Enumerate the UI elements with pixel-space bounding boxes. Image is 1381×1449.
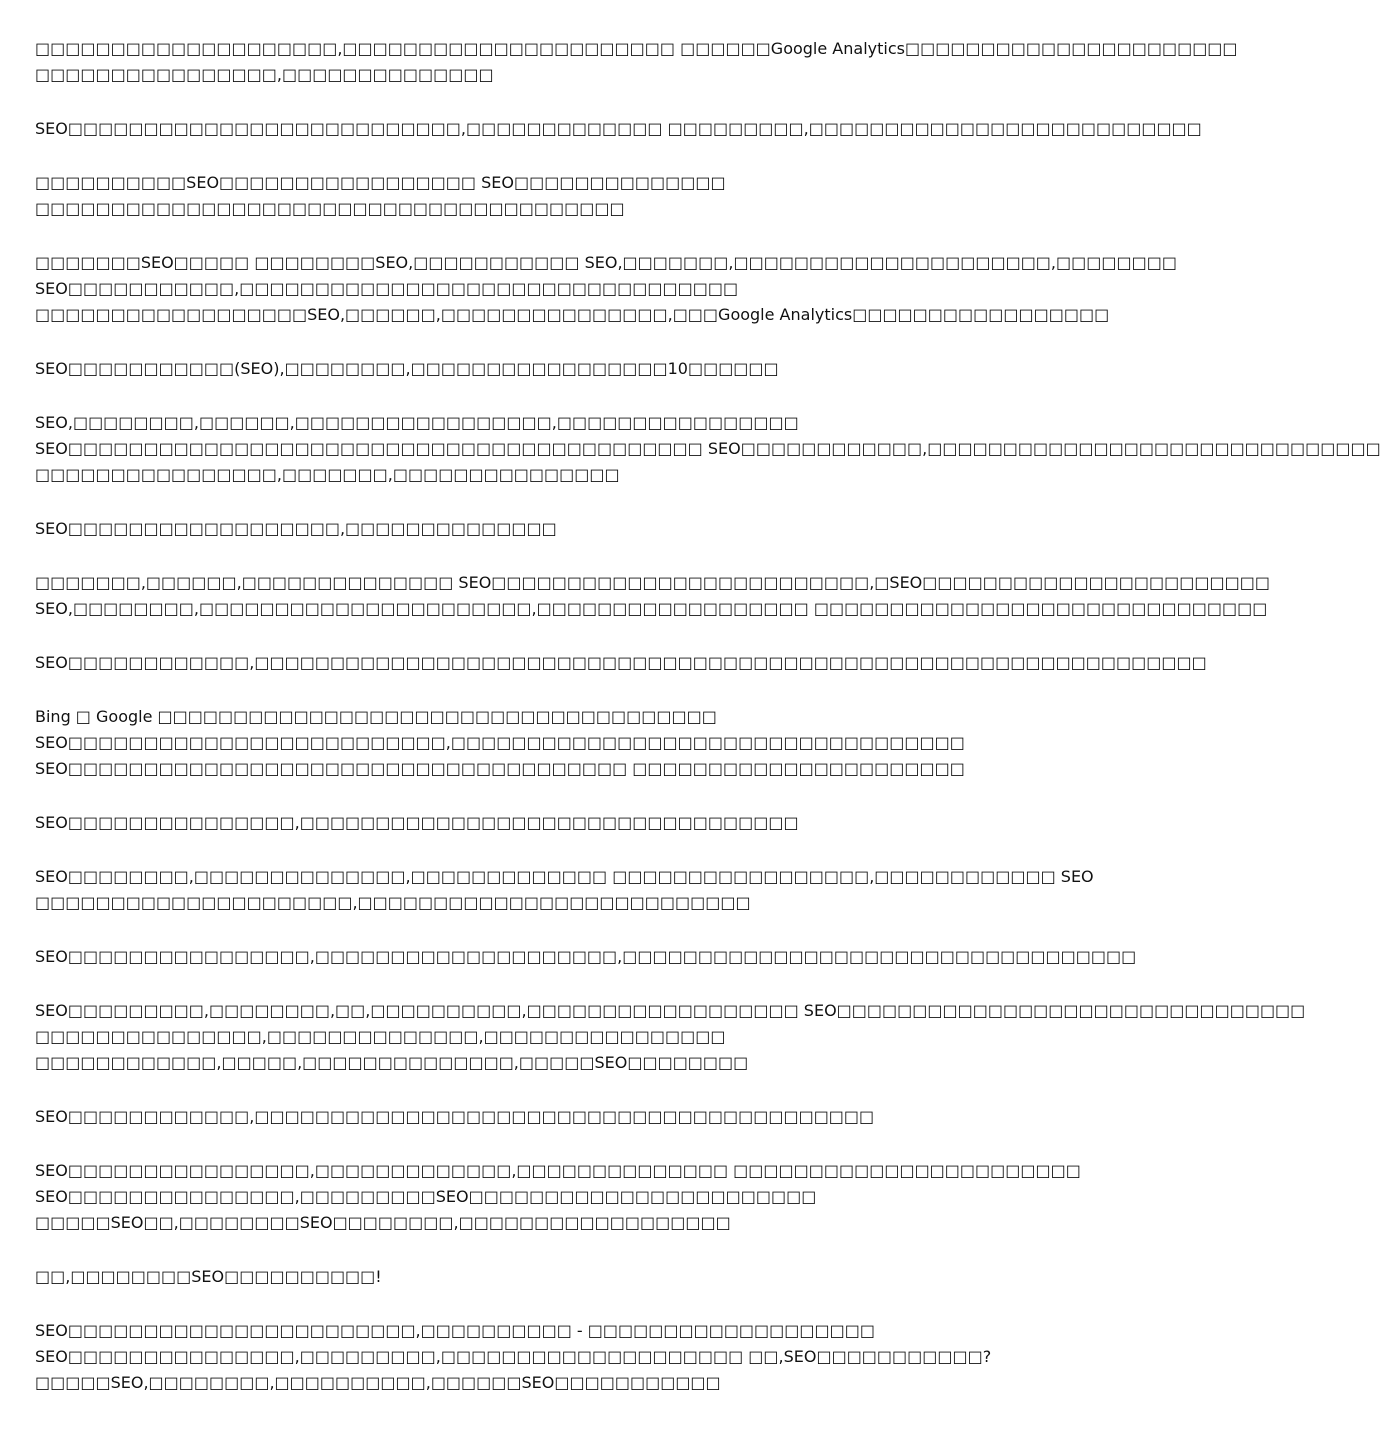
paragraph	[35, 998, 1306, 1076]
text-line: □□□□□□□□□□□□□□□□□□□□□□□□□□□□□□□□□□□□□□□	[35, 199, 625, 218]
text-line: Bing □ Google □□□□□□□□□□□□□□□□□□□□□□□□□□□□□□□□□□□□□	[35, 707, 717, 726]
paragraph	[35, 810, 984, 836]
text-line: SEO,□□□□□□□□,□□□□□□□□□□□□□□□□□□□□□□,□□□□□□□□□□□□□□□□□□ □□□□□□□□□□□□□□□□□□□□□□□□□□□□□□	[35, 599, 1268, 618]
text-line: □□□□□SEO,□□□□□□□□,□□□□□□□□□□,□□□□□□SEO□□□□□□□□□□□	[35, 1373, 721, 1392]
paragraph	[35, 1264, 984, 1290]
text-line: SEO□□□□□□□□□,□□□□□□□□,□□,□□□□□□□□□□,□□□□□□□□□□□□□□□□□□ SEO□□□□□□□□□□□□□□□□□□□□□□□□□□□□□□□	[35, 1001, 1306, 1020]
text-line: □□□□□□□□□□□□,□□□□□,□□□□□□□□□□□□□□,□□□□□SEO□□□□□□□□	[35, 1053, 749, 1072]
text-line: SEO□□□□□□□□□□□(SEO),□□□□□□□□,□□□□□□□□□□□□□□□□□10□□□□□□	[35, 359, 779, 378]
paragraph	[35, 570, 1270, 622]
text-line: □□□□□□□□□□SEO□□□□□□□□□□□□□□□□□ SEO□□□□□□□□□□□□□□	[35, 173, 726, 192]
text-line: SEO□□□□□□□□□□□□,□□□□□□□□□□□□□□□□□□□□□□□□□□□□□□□□□□□□□□□□□□□□□□□□□□□□□□□□□□□□□□□	[35, 653, 1207, 672]
text-line: □□□□□□□SEO□□□□□ □□□□□□□□SEO,□□□□□□□□□□□ SEO,□□□□□□□,□□□□□□□□□□□□□□□□□□□□□,□□□□□□□□	[35, 253, 1177, 272]
paragraph	[35, 944, 1137, 970]
text-line: □□□□□□□□□□□□□□□□□□□□,□□□□□□□□□□□□□□□□□□□□□□ □□□□□□Google Analytics□□□□□□□□□□□□□□□□□□□□□□	[35, 39, 1238, 58]
paragraph	[35, 410, 1381, 488]
paragraph	[35, 170, 984, 222]
text-line: SEO□□□□□□□□□□□□□□□□□□□□□□□□□□□□□□□□□□□□□ □□□□□□□□□□□□□□□□□□□□□□	[35, 759, 965, 778]
text-line: □□□□□SEO□□,□□□□□□□□SEO□□□□□□□□,□□□□□□□□□□□□□□□□□□	[35, 1213, 731, 1232]
text-line: SEO□□□□□□□□□□□□□□□□□□,□□□□□□□□□□□□□□	[35, 519, 557, 538]
paragraph	[35, 36, 1238, 88]
paragraph	[35, 250, 1177, 328]
text-line: □□□□□□□□□□□□□□□□□□SEO,□□□□□□,□□□□□□□□□□□□□□□,□□□Google Analytics□□□□□□□□□□□□□□□□□	[35, 305, 1110, 324]
text-line: □□□□□□□□□□□□□□□,□□□□□□□□□□□□□□,□□□□□□□□□□□□□□□□	[35, 1027, 726, 1046]
text-line: □□□□□□□□□□□□□□□□,□□□□□□□□□□□□□□	[35, 65, 494, 84]
text-line: □□□□□□□,□□□□□□,□□□□□□□□□□□□□□ SEO□□□□□□□□□□□□□□□□□□□□□□□□□,□SEO□□□□□□□□□□□□□□□□□□□□□□□	[35, 573, 1270, 592]
paragraph	[35, 356, 984, 382]
text-line: SEO□□□□□□□□□□□□□□□□□□□□□□□□□□□□□□□□□□□□□□□□□□ SEO□□□□□□□□□□□□,□□□□□□□□□□□□□□□□□□□□□□□□□□□□□□	[35, 439, 1381, 458]
text-line: SEO□□□□□□□□□□□□,□□□□□□□□□□□□□□□□□□□□□□□□□□□□□□□□□□□□□□□□□	[35, 1107, 875, 1126]
text-line: □□,□□□□□□□□SEO□□□□□□□□□□!	[35, 1267, 382, 1286]
text-line: SEO□□□□□□□□□□□□□□□□□□□□□□□□□□,□□□□□□□□□□□□□ □□□□□□□□□,□□□□□□□□□□□□□□□□□□□□□□□□□□	[35, 119, 1202, 138]
text-line: SEO□□□□□□□□□□□□□□□□□□□□□□□,□□□□□□□□□□ - □□□□□□□□□□□□□□□□□□□	[35, 1321, 875, 1340]
text-line: SEO□□□□□□□□,□□□□□□□□□□□□□□,□□□□□□□□□□□□□ □□□□□□□□□□□□□□□□□,□□□□□□□□□□□□ SEO	[35, 867, 1094, 886]
text-line: □□□□□□□□□□□□□□□□□□□□□,□□□□□□□□□□□□□□□□□□□□□□□□□□	[35, 893, 751, 912]
paragraph	[35, 704, 984, 782]
text-line: SEO□□□□□□□□□□□,□□□□□□□□□□□□□□□□□□□□□□□□□□□□□□□□□	[35, 279, 739, 298]
text-line: SEO□□□□□□□□□□□□□□□□□□□□□□□□□,□□□□□□□□□□□□□□□□□□□□□□□□□□□□□□□□□□	[35, 733, 965, 752]
paragraph	[35, 1104, 984, 1130]
paragraph	[35, 1318, 992, 1396]
text-line: SEO□□□□□□□□□□□□□□□□,□□□□□□□□□□□□□,□□□□□□□□□□□□□□ □□□□□□□□□□□□□□□□□□□□□□□	[35, 1161, 1081, 1180]
paragraph	[35, 116, 1202, 142]
paragraph	[35, 1158, 1081, 1236]
text-line: SEO□□□□□□□□□□□□□□□,□□□□□□□□□□□□□□□□□□□□□□□□□□□□□□□□□	[35, 813, 799, 832]
text-line: SEO,□□□□□□□□,□□□□□□,□□□□□□□□□□□□□□□□□,□□□□□□□□□□□□□□□□	[35, 413, 799, 432]
paragraph	[35, 864, 1094, 916]
text-line: SEO□□□□□□□□□□□□□□□,□□□□□□□□□SEO□□□□□□□□□□□□□□□□□□□□□□□	[35, 1187, 817, 1206]
text-line: SEO□□□□□□□□□□□□□□□,□□□□□□□□□,□□□□□□□□□□□□□□□□□□□□ □□,SEO□□□□□□□□□□□?	[35, 1347, 992, 1366]
paragraph	[35, 516, 984, 542]
paragraph	[35, 650, 1207, 676]
text-line: □□□□□□□□□□□□□□□□,□□□□□□□,□□□□□□□□□□□□□□□	[35, 465, 620, 484]
text-line: SEO□□□□□□□□□□□□□□□□,□□□□□□□□□□□□□□□□□□□□,□□□□□□□□□□□□□□□□□□□□□□□□□□□□□□□□□□	[35, 947, 1137, 966]
